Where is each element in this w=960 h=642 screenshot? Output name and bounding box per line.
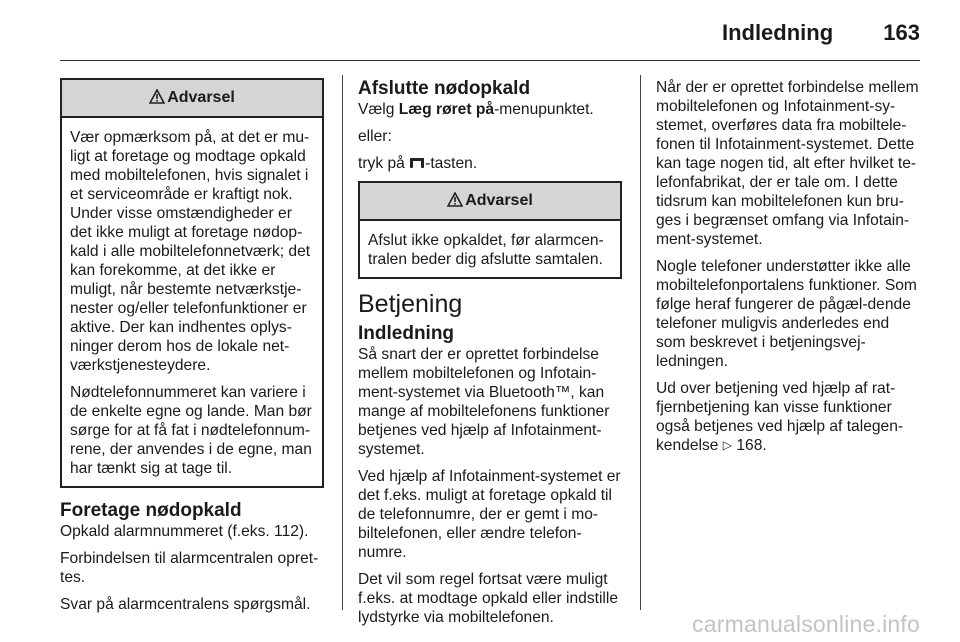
warning-title: Advarsel — [167, 89, 235, 106]
sub-heading: Indledning — [358, 323, 455, 344]
page-reference-icon: ▷ — [722, 438, 732, 452]
section-heading: Foretage nødopkald — [60, 500, 242, 521]
warning-triangle-icon — [149, 89, 165, 104]
body-paragraph: Ved hjælp af Infotainment-systemet er det f.eks. muligt at foretage opkald til de telefonnumre, der er gemt i mo-biltelefonen, eller ændre telefon-numre. — [358, 468, 621, 561]
body-paragraph: Svar på alarmcentralens spørgsmål. — [60, 596, 311, 613]
text-run: -tasten. — [425, 155, 478, 172]
text-run: Ud over betjening ved hjælp af rat-fjernbetjening kan visse funktioner også betjenes ved hjælp af talegen-kendelse — [656, 380, 904, 454]
chapter-title: Betjening — [358, 290, 463, 318]
text-run: -menupunktet. — [494, 101, 594, 118]
column-2 — [358, 78, 622, 635]
body-paragraph: Når der er oprettet forbindelse mellem mobiltelefonen og Infotainment-sy-stemet, overføres data fra mobiltele-fonen til Infotainment-systemet. Dette kan tage nogen tid, alt efter hvilket te-lefonfabrikat, der er tale om. I dette tidsrum kan mobiltelefonen kun bru-ges i begrænset omfang via Infotain-ment-systemet. — [656, 79, 919, 248]
warning-triangle-icon — [447, 192, 463, 207]
warning-paragraph: Vær opmærksom på, at det er mu-ligt at foretage og modtage opkald med mobiltelefonen, hvis signalet i et serviceområde er kraftigt nok. Under visse omstændigheder er det ikke muligt at foretage nødop-kald i alle mobiltelefonnetværk; det kan forekomme, at det ikke er muligt, når bestemte netværkstje-nester og/eller telefonfunktioner er aktive. Der kan indhentes oplys-ninger derom hos de lokale net-værkstjenesteydere. — [70, 129, 311, 374]
body-paragraph: Det vil som regel fortsat være muligt f.eks. at modtage opkald eller indstille lydstyrke via mobiltelefonen. — [358, 571, 619, 626]
text-run: tryk på — [358, 155, 410, 172]
warning-header — [360, 183, 620, 221]
warning-header — [62, 80, 322, 118]
column-divider — [342, 75, 343, 610]
body-paragraph — [358, 154, 622, 173]
section-heading: Afslutte nødopkald — [358, 78, 531, 99]
column-3 — [656, 78, 920, 463]
warning-title: Advarsel — [465, 192, 533, 209]
warning-box — [60, 78, 324, 488]
warning-box — [358, 181, 622, 279]
body-paragraph — [656, 379, 920, 455]
body-paragraph: Forbindelsen til alarmcentralen opret-tes. — [60, 550, 319, 586]
warning-paragraph: Afslut ikke opkaldet, før alarmcen-tralen beder dig afslutte samtalen. — [368, 232, 604, 268]
text-run: Vælg — [358, 101, 399, 118]
watermark: carmanualsonline.info — [692, 611, 920, 637]
warning-paragraph: Nødtelefonnummeret kan variere i de enkelte egne og lande. Man bør sørge for at få fat i nødtelefonnum-rene, der anvendes i de egne, man har tænkt sig at tage til. — [70, 384, 312, 477]
column-divider — [640, 75, 641, 610]
menu-item-name: Læg røret på — [398, 101, 495, 118]
column-1 — [60, 78, 324, 622]
page-number: 163 — [883, 20, 920, 45]
page-header — [722, 20, 920, 46]
page-reference[interactable]: 168. — [736, 437, 767, 454]
body-paragraph — [358, 100, 622, 119]
body-paragraph: Opkald alarmnummeret (f.eks. 112). — [60, 523, 309, 540]
body-paragraph: eller: — [358, 128, 392, 145]
header-rule — [60, 60, 920, 61]
phone-hangup-icon — [409, 156, 425, 170]
body-paragraph: Så snart der er oprettet forbindelse mellem mobiltelefonen og Infotain-ment-systemet via Bluetooth™, kan mange af mobiltelefonens funktioner betjenes ved hjælp af Infotainment-systemet. — [358, 346, 610, 458]
page-title: Indledning — [721, 20, 834, 45]
body-paragraph: Nogle telefoner understøtter ikke alle mobiltelefonportalens funktioner. Som følge heraf fungerer de pågæl-dende telefoner muligvis anderledes end som beskrevet i betjeningsvej-ledningen. — [656, 258, 917, 370]
